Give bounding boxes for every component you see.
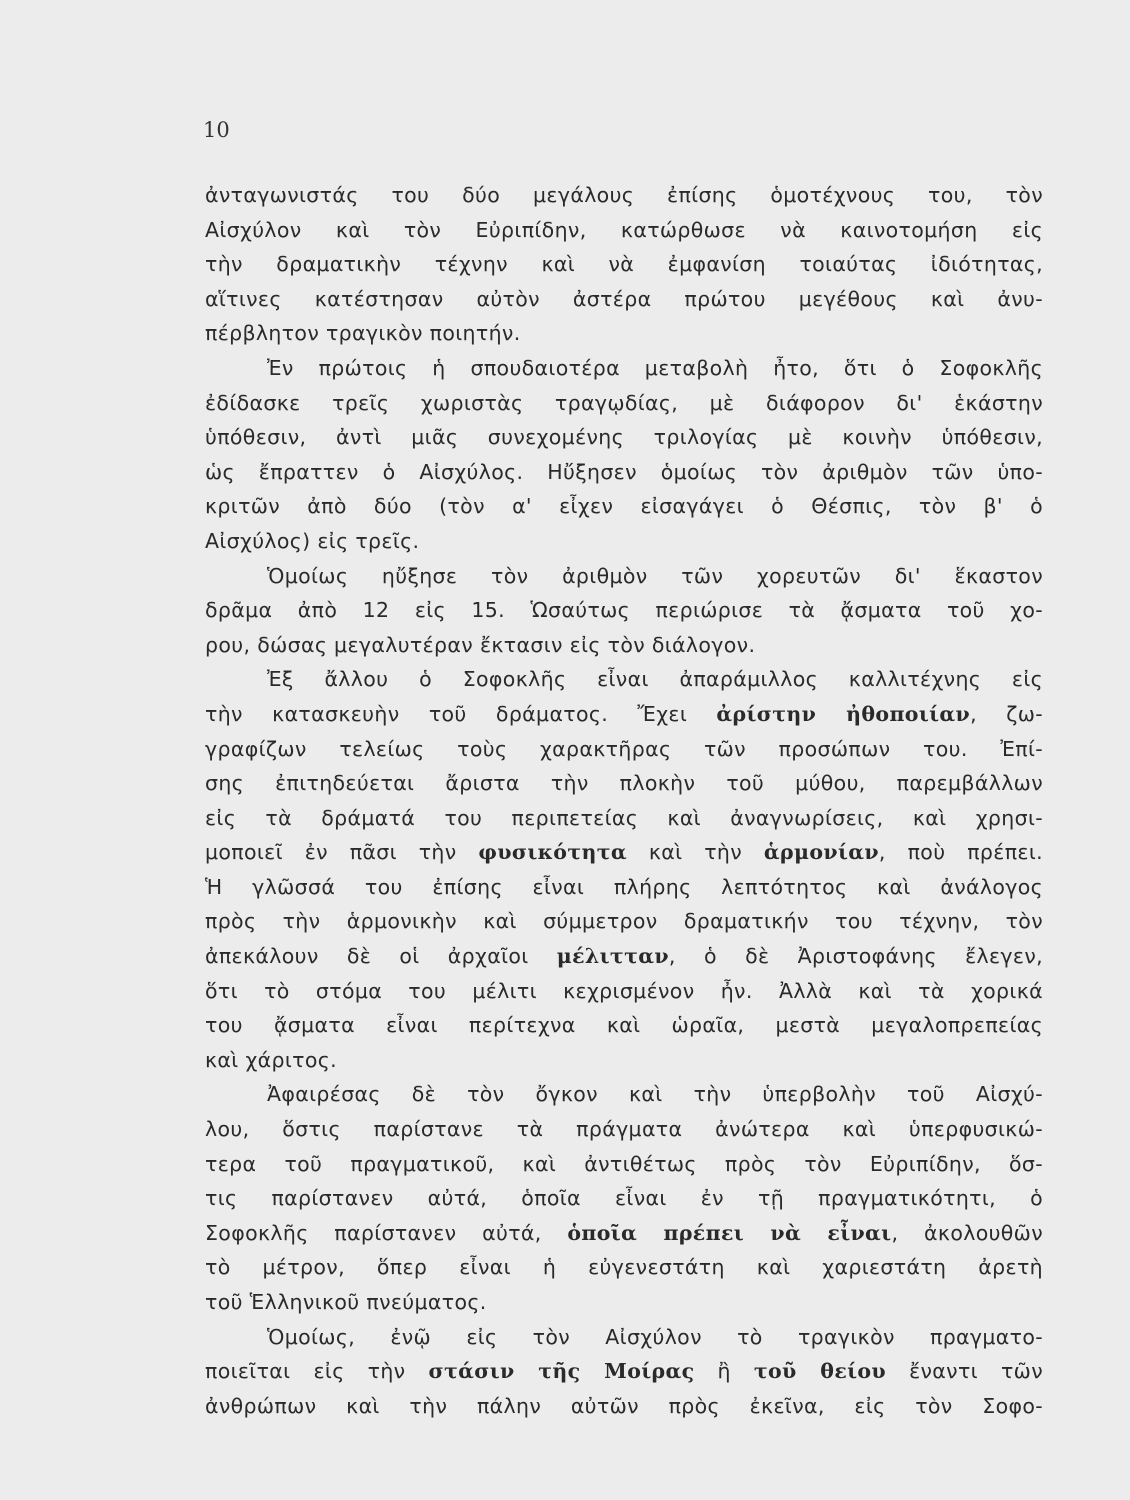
text-line xyxy=(205,904,1043,939)
text-segment: ρου, δώσας μεγαλυτέραν ἔκτασιν εἰς τὸν διάλογον. xyxy=(205,632,756,657)
text-line xyxy=(205,870,1043,905)
text-line xyxy=(205,386,1043,421)
text-line xyxy=(205,1077,1043,1112)
emphasized-text: φυσικότητα xyxy=(478,840,628,865)
emphasized-text: μέλιτταν xyxy=(556,944,669,969)
text-line xyxy=(205,662,1043,697)
text-segment: πρὸς τὴν ἁρμονικὴν καὶ σύμμετρον δραματικήν του τέχνην, τὸν xyxy=(205,909,1043,934)
text-segment: καὶ τὴν xyxy=(627,840,764,865)
emphasized-text: ὁποῖα πρέπει νὰ εἶναι xyxy=(567,1220,892,1245)
text-segment: Ὁμοίως, ἐνῷ εἰς τὸν Αἰσχύλον τὸ τραγικὸν πραγματο- xyxy=(267,1324,1043,1349)
emphasized-text: στάσιν τῆς Μοίρας xyxy=(428,1359,695,1384)
text-line xyxy=(205,455,1043,490)
text-segment: δρᾶμα ἀπὸ 12 εἰς 15. Ὡσαύτως περιώρισε τὰ ᾄσματα τοῦ χο- xyxy=(205,598,1043,623)
text-segment: πέρβλητον τραγικὸν ποιητήν. xyxy=(205,321,521,346)
text-segment: ἀνθρώπων καὶ τὴν πάλην αὐτῶν πρὸς ἐκεῖνα, εἰς τὸν Σοφο- xyxy=(205,1393,1043,1418)
text-line xyxy=(205,1043,1043,1078)
text-line xyxy=(205,1285,1043,1320)
text-line xyxy=(205,1389,1043,1424)
text-line xyxy=(205,593,1043,628)
text-segment: καὶ χάριτος. xyxy=(205,1047,337,1072)
text-segment: Σοφοκλῆς παρίστανεν αὐτά, xyxy=(205,1220,568,1245)
text-segment: Αἰσχύλον καὶ τὸν Εὐριπίδην, κατώρθωσε νὰ καινοτομήση εἰς xyxy=(205,217,1043,242)
emphasized-text: τοῦ θείου xyxy=(753,1359,887,1384)
text-segment: ἀνταγωνιστάς του δύο μεγάλους ἐπίσης ὁμοτέχνους του, τὸν xyxy=(205,183,1043,207)
text-segment: , ποὺ πρέπει. xyxy=(878,840,1043,865)
text-line xyxy=(205,1112,1043,1147)
text-line xyxy=(205,1320,1043,1355)
text-line xyxy=(205,939,1043,974)
emphasized-text: ἁρμονίαν xyxy=(763,840,879,865)
text-line xyxy=(205,524,1043,559)
text-line xyxy=(205,1008,1043,1043)
text-segment: ὑπόθεσιν, ἀντὶ μιᾶς συνεχομένης τριλογίας μὲ κοινὴν ὑπόθεσιν, xyxy=(205,425,1043,450)
text-segment: Ἐξ ἄλλου ὁ Σοφοκλῆς εἶναι ἀπαράμιλλος καλλιτέχνης εἰς xyxy=(267,667,1043,692)
text-line xyxy=(205,766,1043,801)
text-segment: αἵτινες κατέστησαν αὐτὸν ἀστέρα πρώτου μεγέθους καὶ ἀνυ- xyxy=(205,286,1043,311)
page-number: 10 xyxy=(203,118,230,142)
text-line xyxy=(205,1147,1043,1182)
text-line xyxy=(205,420,1043,455)
text-segment: ἢ xyxy=(694,1359,754,1384)
text-line xyxy=(205,697,1043,732)
text-line xyxy=(205,835,1043,870)
text-line xyxy=(205,178,1043,213)
text-segment: , ζω- xyxy=(970,701,1043,726)
text-segment: Αἰσχύλος) εἰς τρεῖς. xyxy=(205,528,420,553)
text-line xyxy=(205,489,1043,524)
text-segment: κριτῶν ἀπὸ δύο (τὸν α' εἶχεν εἰσαγάγει ὁ Θέσπις, τὸν β' ὁ xyxy=(205,494,1043,519)
text-segment: Ἀφαιρέσας δὲ τὸν ὄγκον καὶ τὴν ὑπερβολὴν τοῦ Αἰσχύ- xyxy=(267,1082,1043,1107)
text-segment: τερα τοῦ πραγματικοῦ, καὶ ἀντιθέτως πρὸς τὸν Εὐριπίδην, ὅσ- xyxy=(205,1151,1043,1176)
text-segment: , ὁ δὲ Ἀριστοφάνης ἔλεγεν, xyxy=(668,944,1043,969)
text-line xyxy=(205,316,1043,351)
text-segment: λου, ὅστις παρίστανε τὰ πράγματα ἀνώτερα καὶ ὑπερφυσικώ- xyxy=(205,1117,1043,1142)
text-segment: Ἐν πρώτοις ἡ σπουδαιοτέρα μεταβολὴ ἦτο, ὅτι ὁ Σοφοκλῆς xyxy=(267,355,1043,380)
emphasized-text: ἀρίστην ἠθοποιίαν xyxy=(716,701,971,726)
text-segment: ὅτι τὸ στόμα του μέλιτι κεχρισμένον ἦν. Ἀλλὰ καὶ τὰ χορικά xyxy=(205,978,1043,1003)
text-segment: σης ἐπιτηδεύεται ἄριστα τὴν πλοκὴν τοῦ μύθου, παρεμβάλλων xyxy=(205,771,1043,796)
text-body xyxy=(205,178,1043,1423)
text-line xyxy=(205,282,1043,317)
text-segment: τις παρίστανεν αὐτά, ὁποῖα εἶναι ἐν τῇ πραγματικότητι, ὁ xyxy=(205,1186,1043,1211)
text-segment: του ᾄσματα εἶναι περίτεχνα καὶ ὡραῖα, μεστὰ μεγαλοπρεπείας xyxy=(205,1013,1043,1038)
text-segment: ποιεῖται εἰς τὴν xyxy=(205,1359,429,1384)
text-segment: Ὁμοίως ηὔξησε τὸν ἀριθμὸν τῶν χορευτῶν δι' ἕκαστον xyxy=(267,563,1043,588)
text-line xyxy=(205,974,1043,1009)
text-segment: τὴν δραματικὴν τέχνην καὶ νὰ ἐμφανίση τοιαύτας ἰδιότητας, xyxy=(205,252,1043,277)
text-line xyxy=(205,351,1043,386)
text-segment: ἀπεκάλουν δὲ οἱ ἀρχαῖοι xyxy=(205,944,557,969)
text-line xyxy=(205,1250,1043,1285)
text-segment: τὸ μέτρον, ὅπερ εἶναι ἡ εὐγενεστάτη καὶ χαριεστάτη ἀρετὴ xyxy=(205,1255,1043,1280)
text-line xyxy=(205,1181,1043,1216)
text-segment: τοῦ Ἑλληνικοῦ πνεύματος. xyxy=(205,1290,487,1314)
text-line xyxy=(205,247,1043,282)
text-segment: μοποιεῖ ἐν πᾶσι τὴν xyxy=(205,840,479,865)
text-line xyxy=(205,559,1043,594)
text-segment: ἔναντι τῶν xyxy=(886,1359,1043,1384)
text-segment: εἰς τὰ δράματά του περιπετείας καὶ ἀναγνωρίσεις, καὶ χρησι- xyxy=(205,805,1043,830)
text-line xyxy=(205,628,1043,663)
text-line xyxy=(205,1354,1043,1389)
text-segment: ὡς ἔπραττεν ὁ Αἰσχύλος. Ηὔξησεν ὁμοίως τὸν ἀριθμὸν τῶν ὑπο- xyxy=(205,459,1043,484)
text-line xyxy=(205,801,1043,836)
text-segment: γραφίζων τελείως τοὺς χαρακτῆρας τῶν προσώπων του. Ἐπί- xyxy=(205,736,1043,761)
text-line xyxy=(205,732,1043,767)
text-line xyxy=(205,1216,1043,1251)
text-segment: Ἡ γλῶσσά του ἐπίσης εἶναι πλήρης λεπτότητος καὶ ἀνάλογος xyxy=(205,874,1043,899)
text-line xyxy=(205,213,1043,248)
text-segment: ἐδίδασκε τρεῖς χωριστὰς τραγῳδίας, μὲ διάφορον δι' ἑκάστην xyxy=(205,390,1043,415)
text-segment: , ἀκολουθῶν xyxy=(891,1220,1043,1245)
text-segment: τὴν κατασκευὴν τοῦ δράματος. Ἔχει xyxy=(205,701,717,726)
